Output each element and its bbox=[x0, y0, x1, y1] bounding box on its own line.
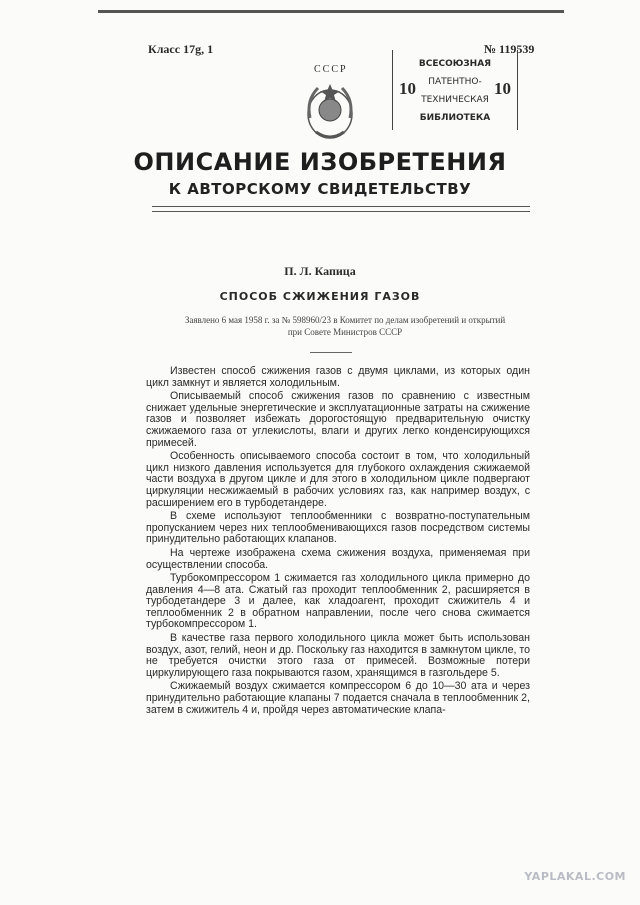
stamp-line-2: ПАТЕНТНО- bbox=[428, 77, 482, 87]
paragraph: Турбокомпрессором 1 сжимается газ холодильного цикла примерно до давления 4—8 ата. Сжатый газ проходит теплообменник 2, расширяется в турбодетандере 3 и далее, как хладоагент, проходит сжижитель 4 и теплообменник 2 в обратном направлении, после чего снова сжимается турбокомпрессором 1. bbox=[146, 572, 530, 631]
stamp-number-left: 10 bbox=[399, 79, 416, 98]
body-text bbox=[146, 366, 530, 718]
double-rule bbox=[152, 206, 530, 212]
library-stamp bbox=[392, 50, 518, 130]
document-title: ОПИСАНИЕ ИЗОБРЕТЕНИЯ bbox=[133, 148, 507, 176]
paragraph: Сжижаемый воздух сжимается компрессором 6 до 10—30 ата и через принудительно работающие клапаны 7 подается сначала в теплообменник 2, затем в сжижитель 4 и, пройдя через автоматические клапа- bbox=[146, 680, 530, 716]
paragraph: На чертеже изображена схема сжижения воздуха, применяемая при осуществлении способа. bbox=[146, 546, 530, 571]
filing-info-line-2: при Совете Министров СССР bbox=[287, 327, 403, 337]
separator-rule bbox=[310, 352, 352, 353]
site-watermark: YAPLAKAL.COM bbox=[524, 870, 626, 883]
invention-title: СПОСОБ СЖИЖЕНИЯ ГАЗОВ bbox=[219, 290, 421, 303]
stamp-line-3: ТЕХНИЧЕСКАЯ bbox=[421, 95, 489, 105]
stamp-line-4: БИБЛИОТЕКА bbox=[419, 113, 491, 123]
state-emblem-icon bbox=[300, 78, 360, 148]
paragraph: Особенность описываемого способа состоит в том, что холодильный цикл низкого давления используется для глубокого охлаждения сжижаемой части воздуха в другом цикле и для этого в холодильном цикле подвергают циркуляции несжижаемый в рабочих условиях газ, как например воздух, с расширением его в турбодетандере. bbox=[146, 450, 530, 509]
filing-info bbox=[140, 314, 550, 338]
stamp-line-1: ВСЕСОЮЗНАЯ bbox=[418, 59, 492, 69]
top-rule bbox=[98, 10, 564, 13]
class-label: Класс 17g, 1 bbox=[148, 42, 214, 56]
document-subtitle: К АВТОРСКОМУ СВИДЕТЕЛЬСТВУ bbox=[168, 180, 472, 198]
paragraph: В качестве газа первого холодильного цикла может быть использован воздух, азот, гелий, неон и др. Поскольку газ находится в замкнутом цикле, то не требуется очистки этого газа от примесей. Возможные потери циркулирующего газа покрываются газом, хранящимся в газгольдере 5. bbox=[146, 632, 530, 679]
patent-number: № 119539 bbox=[484, 42, 535, 56]
stamp-number-right: 10 bbox=[494, 79, 511, 98]
paragraph: Известен способ сжижения газов с двумя циклами, из которых один цикл замкнут и является холодильным. bbox=[146, 365, 530, 389]
paragraph: В схеме используют теплообменники с возвратно-поступательным пропусканием через них теплообменивающихся газов посредством системы принудительно работающих клапанов. bbox=[146, 510, 530, 546]
paragraph: Описываемый способ сжижения газов по сравнению с известным снижает удельные энергетические и эксплуатационные затраты на сжижение газов и позволяет избежать дорогостоящую предварительную очистку сжижаемого газа от углекислоты, влаги и других легко конденсирующихся примесей. bbox=[146, 390, 530, 449]
country-label: СССР bbox=[314, 64, 348, 75]
author-name: П. Л. Капица bbox=[284, 264, 356, 278]
filing-info-line-1: Заявлено 6 мая 1958 г. за № 598960/23 в Комитет по делам изобретений и открытий bbox=[184, 315, 506, 325]
